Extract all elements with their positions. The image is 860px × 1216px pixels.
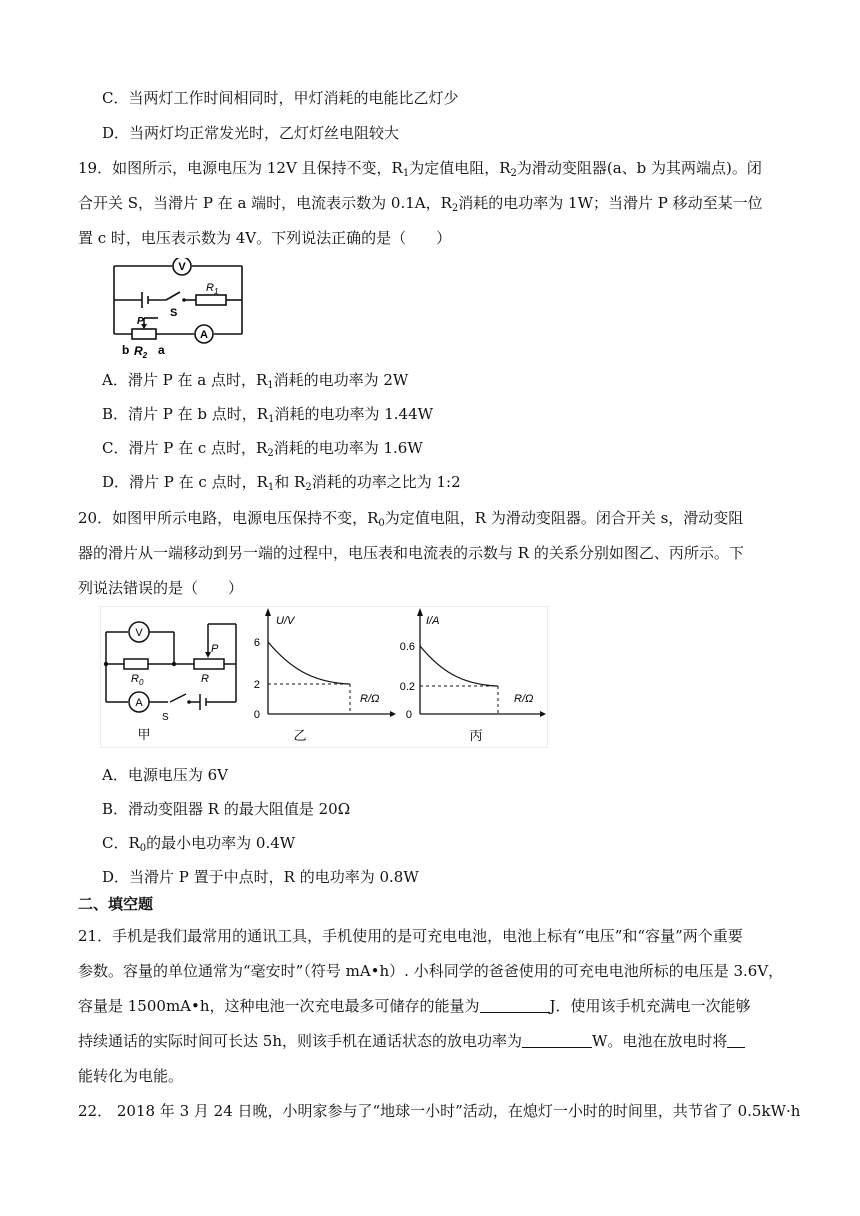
section-title: 二、填空题 [78, 895, 154, 913]
q20-stem-line3: 列说法错误的是（ ） [78, 579, 244, 597]
switch-s-label: S [170, 307, 178, 319]
q19-option-d: D．滑片 P 在 c 点时，$R_1$和 $R_2$消耗的功率之比为 1:2 [102, 473, 461, 493]
q19-option-c: C．滑片 P 在 c 点时，$R_2$消耗的电功率为 1.6W [102, 439, 423, 459]
q21-line2: 参数。容量的单位通常为“毫安时”（符号 mA•h）. 小科同学的爸爸使用的可充电电池所标的电压是 3.6V， [78, 962, 784, 980]
chart-yi-ylabel: U/V [276, 615, 295, 627]
label-yi: 乙 [293, 728, 307, 743]
q20-stem-line1: 20．如图甲所示电路，电源电压保持不变，$R_0$为定值电阻，R 为滑动变阻器。闭合开关 s，滑动变阻 [78, 509, 744, 529]
answer-blank-energy-form[interactable] [727, 1033, 745, 1048]
ammeter-label: A [200, 329, 208, 341]
q19-option-a: A．滑片 P 在 a 点时，$R_1$消耗的电功率为 2W [102, 371, 409, 391]
q19-option-b: B．清片 P 在 b 点时，$R_1$消耗的电功率为 1.44W [102, 405, 434, 425]
q21-line4: 持续通话的实际时间可长达 5h，则该手机在通话状态的放电功率为 W。电池在放电时将 [78, 1031, 745, 1051]
answer-blank-power[interactable] [522, 1033, 592, 1048]
end-b-label: b [122, 343, 130, 357]
q20-option-d: D．当滑片 P 置于中点时，R 的电功率为 0.8W [102, 868, 419, 886]
chart-bing-ytick: 0.6 [399, 641, 415, 653]
q20-voltmeter-label: V [135, 627, 143, 639]
chart-yi-ytick: 6 [253, 637, 260, 649]
label-jia: 甲 [137, 727, 151, 742]
chart-yi-ytick: 0 [253, 709, 260, 721]
q20-stem-line2: 器的滑片从一端移动到另一端的过程中，电压表和电流表的示数与 R 的关系分别如图乙、丙所示。下 [78, 544, 744, 562]
r0-label: $R_0$ [131, 673, 144, 687]
chart-bing-ytick: 0 [405, 709, 412, 721]
q19-stem-line3: 置 c 时，电压表示数为 4V。下列说法正确的是（ ） [78, 229, 452, 247]
voltmeter-label: V [178, 261, 186, 273]
q18-option-c: C．当两灯工作时间相同时，甲灯消耗的电能比乙灯少 [102, 89, 459, 107]
q19-circuit-diagram [104, 258, 250, 358]
q20-option-c: C．$R_0$的最小电功率为 0.4W [102, 834, 296, 854]
q20-switch-s-label: S [162, 712, 169, 723]
q20-option-a: A．电源电压为 6V [102, 766, 228, 784]
q19-stem-line1: 19．如图所示，电源电压为 12V 且保持不变，$R_1$为定值电阻，$R_2$为滑动变阻器(a、b 为其两端点)。闭 [78, 159, 762, 179]
r-label: R [201, 673, 209, 685]
q19-stem-line2: 合开关 S，当滑片 P 在 a 端时，电流表示数为 0.1A，$R_2$消耗的电功率为 1W；当滑片 P 移动至某一位 [78, 194, 763, 214]
q21-line1: 21．手机是我们最常用的通讯工具，手机使用的是可充电电池，电池上标有“电压”和“容量”两个重要 [78, 927, 743, 945]
q22-line1: 22． 2018 年 3 月 24 日晚，小明家参与了“地球一小时”活动，在熄灯一小时的时间里，共节省了 0.5kW·h [78, 1102, 801, 1120]
end-a-label: a [158, 343, 165, 357]
chart-bing-ytick: 0.2 [399, 681, 415, 693]
q20-slider-p-label: P [211, 643, 219, 655]
chart-bing-xlabel: R/Ω [514, 693, 534, 705]
chart-yi-ytick: 2 [253, 679, 260, 691]
answer-blank-energy[interactable] [480, 998, 550, 1013]
r2-label: $R_2$ [134, 344, 148, 358]
q21-line5: 能转化为电能。 [78, 1067, 184, 1085]
label-bing: 丙 [469, 728, 483, 743]
q21-line3: 容量是 1500mA•h，这种电池一次充电最多可储存的能量为 J．使用该手机充满电一次能够 [78, 997, 751, 1015]
q20-option-b: B．滑动变阻器 R 的最大阻值是 20Ω [102, 800, 351, 818]
chart-bing-ylabel: I/A [426, 615, 440, 627]
r1-label: $R_1$ [206, 282, 219, 296]
q20-ammeter-label: A [135, 697, 143, 709]
slider-p-label: P [137, 316, 144, 327]
q18-option-d: D．当两灯均正常发光时，乙灯灯丝电阻较大 [102, 124, 400, 142]
q20-figure [100, 606, 548, 748]
chart-yi-xlabel: R/Ω [360, 693, 380, 705]
